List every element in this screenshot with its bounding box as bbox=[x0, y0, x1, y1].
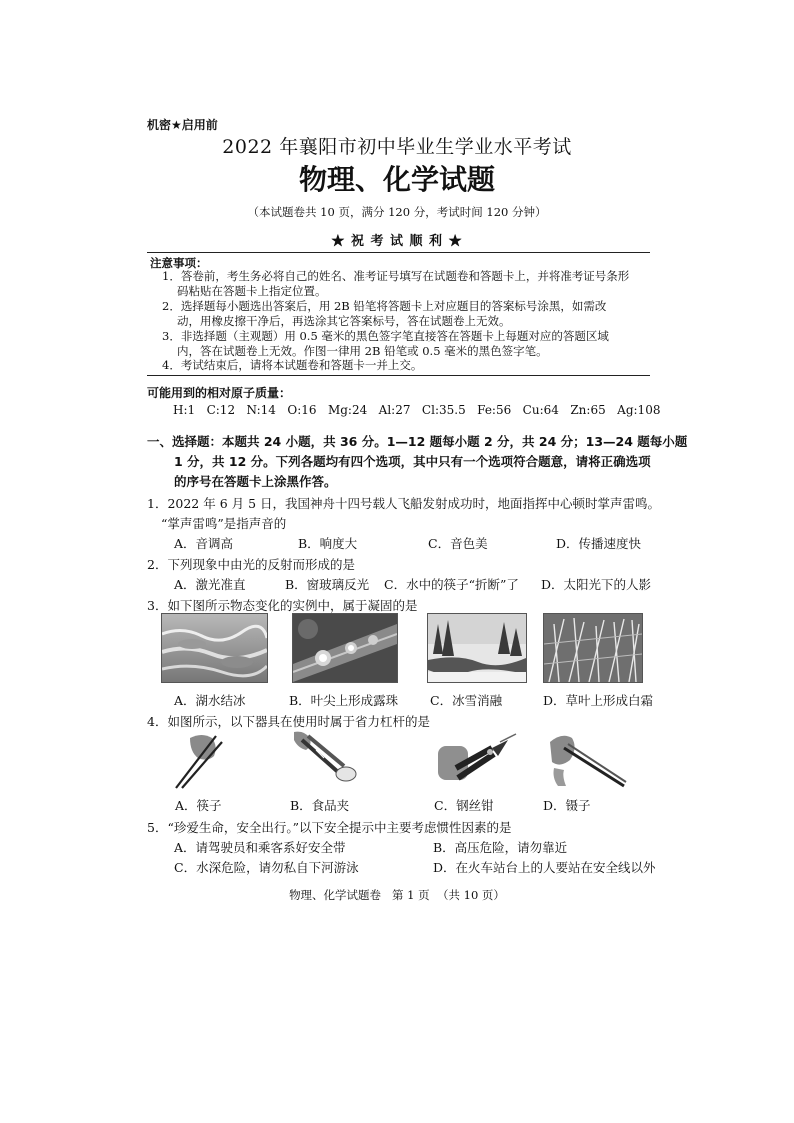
question-4-stem: 4．如图所示，以下器具在使用时属于省力杠杆的是 bbox=[147, 714, 430, 729]
q1-option-a[interactable]: A．音调高 bbox=[174, 536, 234, 551]
dew-on-leaf-photo bbox=[292, 613, 398, 683]
q1-option-b[interactable]: B．响度大 bbox=[298, 536, 358, 551]
section-instructions: 一、选择题：本题共 24 小题，共 36 分。1—12 题每小题 2 分，共 24 分；13—24 题每小题 bbox=[147, 434, 688, 449]
q3-option-c[interactable]: C．冰雪消融 bbox=[430, 693, 503, 708]
note-item: 码粘贴在答题卡上指定位置。 bbox=[177, 284, 327, 298]
question-3-stem: 3．如下图所示物态变化的实例中，属于凝固的是 bbox=[147, 598, 418, 613]
tweezers-icon bbox=[548, 728, 628, 790]
question-1-stem: 1．2022 年 6 月 5 日，我国神舟十四号载人飞船发射成功时，地面指挥中心顿时掌声雷鸣。 bbox=[147, 496, 661, 511]
section-instructions: 的序号在答题卡上涂黑作答。 bbox=[174, 474, 337, 489]
q4-option-c[interactable]: C．钢丝钳 bbox=[434, 798, 494, 813]
paper-info: （本试题卷共 10 页，满分 120 分，考试时间 120 分钟） bbox=[247, 205, 547, 219]
confidential-mark: 机密★启用前 bbox=[147, 118, 218, 132]
q3-option-b[interactable]: B．叶尖上形成露珠 bbox=[289, 693, 399, 708]
blessing-line: ★ 祝 考 试 顺 利 ★ bbox=[331, 234, 463, 249]
page-footer: 物理、化学试题卷 第 1 页 （共 10 页） bbox=[289, 888, 505, 902]
q1-option-d[interactable]: D．传播速度快 bbox=[556, 536, 642, 551]
q4-option-b[interactable]: B．食品夹 bbox=[290, 798, 350, 813]
q5-option-d[interactable]: D．在火车站台上的人要站在安全线以外 bbox=[433, 860, 656, 875]
q4-option-d[interactable]: D．镊子 bbox=[543, 798, 591, 813]
question-1-stem: “掌声雷鸣”是指声音的 bbox=[161, 516, 287, 531]
q5-option-a[interactable]: A．请驾驶员和乘客系好安全带 bbox=[174, 840, 346, 855]
q5-option-b[interactable]: B．高压危险，请勿靠近 bbox=[433, 840, 568, 855]
section-instructions: 1 分，共 12 分。下列各题均有四个选项，其中只有一个选项符合题意，请将正确选项 bbox=[174, 454, 651, 469]
q3-option-a[interactable]: A．湖水结冰 bbox=[174, 693, 246, 708]
q2-option-c[interactable]: C．水中的筷子“折断”了 bbox=[384, 577, 519, 592]
q1-option-c[interactable]: C．音色美 bbox=[428, 536, 488, 551]
exam-title: 2022 年襄阳市初中毕业生学业水平考试 bbox=[222, 136, 572, 158]
question-2-stem: 2．下列现象中由光的反射而形成的是 bbox=[147, 557, 355, 572]
note-item: 动，用橡皮擦干净后，再选涂其它答案标号，答在试题卷上无效。 bbox=[177, 314, 511, 328]
chopsticks-icon bbox=[168, 728, 228, 790]
question-5-stem: 5．“珍爱生命，安全出行。”以下安全提示中主要考虑惯性因素的是 bbox=[147, 820, 512, 835]
q2-option-a[interactable]: A．激光准直 bbox=[174, 577, 246, 592]
frost-on-grass-photo bbox=[543, 613, 643, 683]
q4-option-a[interactable]: A．筷子 bbox=[175, 798, 222, 813]
atomic-mass-heading: 可能用到的相对原子质量： bbox=[147, 386, 292, 400]
note-item: 1．答卷前，考生务必将自己的姓名、准考证号填写在试题卷和答题卡上，并将准考证号条形 bbox=[162, 269, 630, 283]
q2-option-d[interactable]: D．太阳光下的人影 bbox=[541, 577, 652, 592]
notes-bottom-rule bbox=[147, 375, 650, 376]
wire-pliers-icon bbox=[436, 728, 518, 790]
melting-snow-photo bbox=[427, 613, 527, 683]
q5-option-c[interactable]: C．水深危险，请勿私自下河游泳 bbox=[174, 860, 359, 875]
note-item: 2．选择题每小题选出答案后，用 2B 铅笔将答题卡上对应题目的答案标号涂黑，如需改 bbox=[162, 299, 607, 313]
notes-top-rule bbox=[147, 252, 650, 253]
q3-option-d[interactable]: D．草叶上形成白霜 bbox=[543, 693, 654, 708]
paper-subtitle: 物理、化学试题 bbox=[298, 163, 495, 196]
note-item: 内，答在试题卷上无效。作图一律用 2B 铅笔或 0.5 毫米的黑色签字笔。 bbox=[177, 344, 548, 358]
atomic-mass-values: H:1 C:12 N:14 O:16 Mg:24 Al:27 Cl:35.5 Fe:56 Cu:64 Zn:65 Ag:108 bbox=[173, 403, 661, 417]
frozen-lake-photo bbox=[161, 613, 268, 683]
note-item: 4．考试结束后，请将本试题卷和答题卡一并上交。 bbox=[162, 358, 423, 372]
food-tongs-icon bbox=[290, 728, 360, 790]
note-item: 3．非选择题（主观题）用 0.5 毫米的黑色签字笔直接答在答题卡上每题对应的答题区域 bbox=[162, 329, 609, 343]
notes-heading: 注意事项： bbox=[150, 256, 208, 270]
q2-option-b[interactable]: B．窗玻璃反光 bbox=[285, 577, 370, 592]
